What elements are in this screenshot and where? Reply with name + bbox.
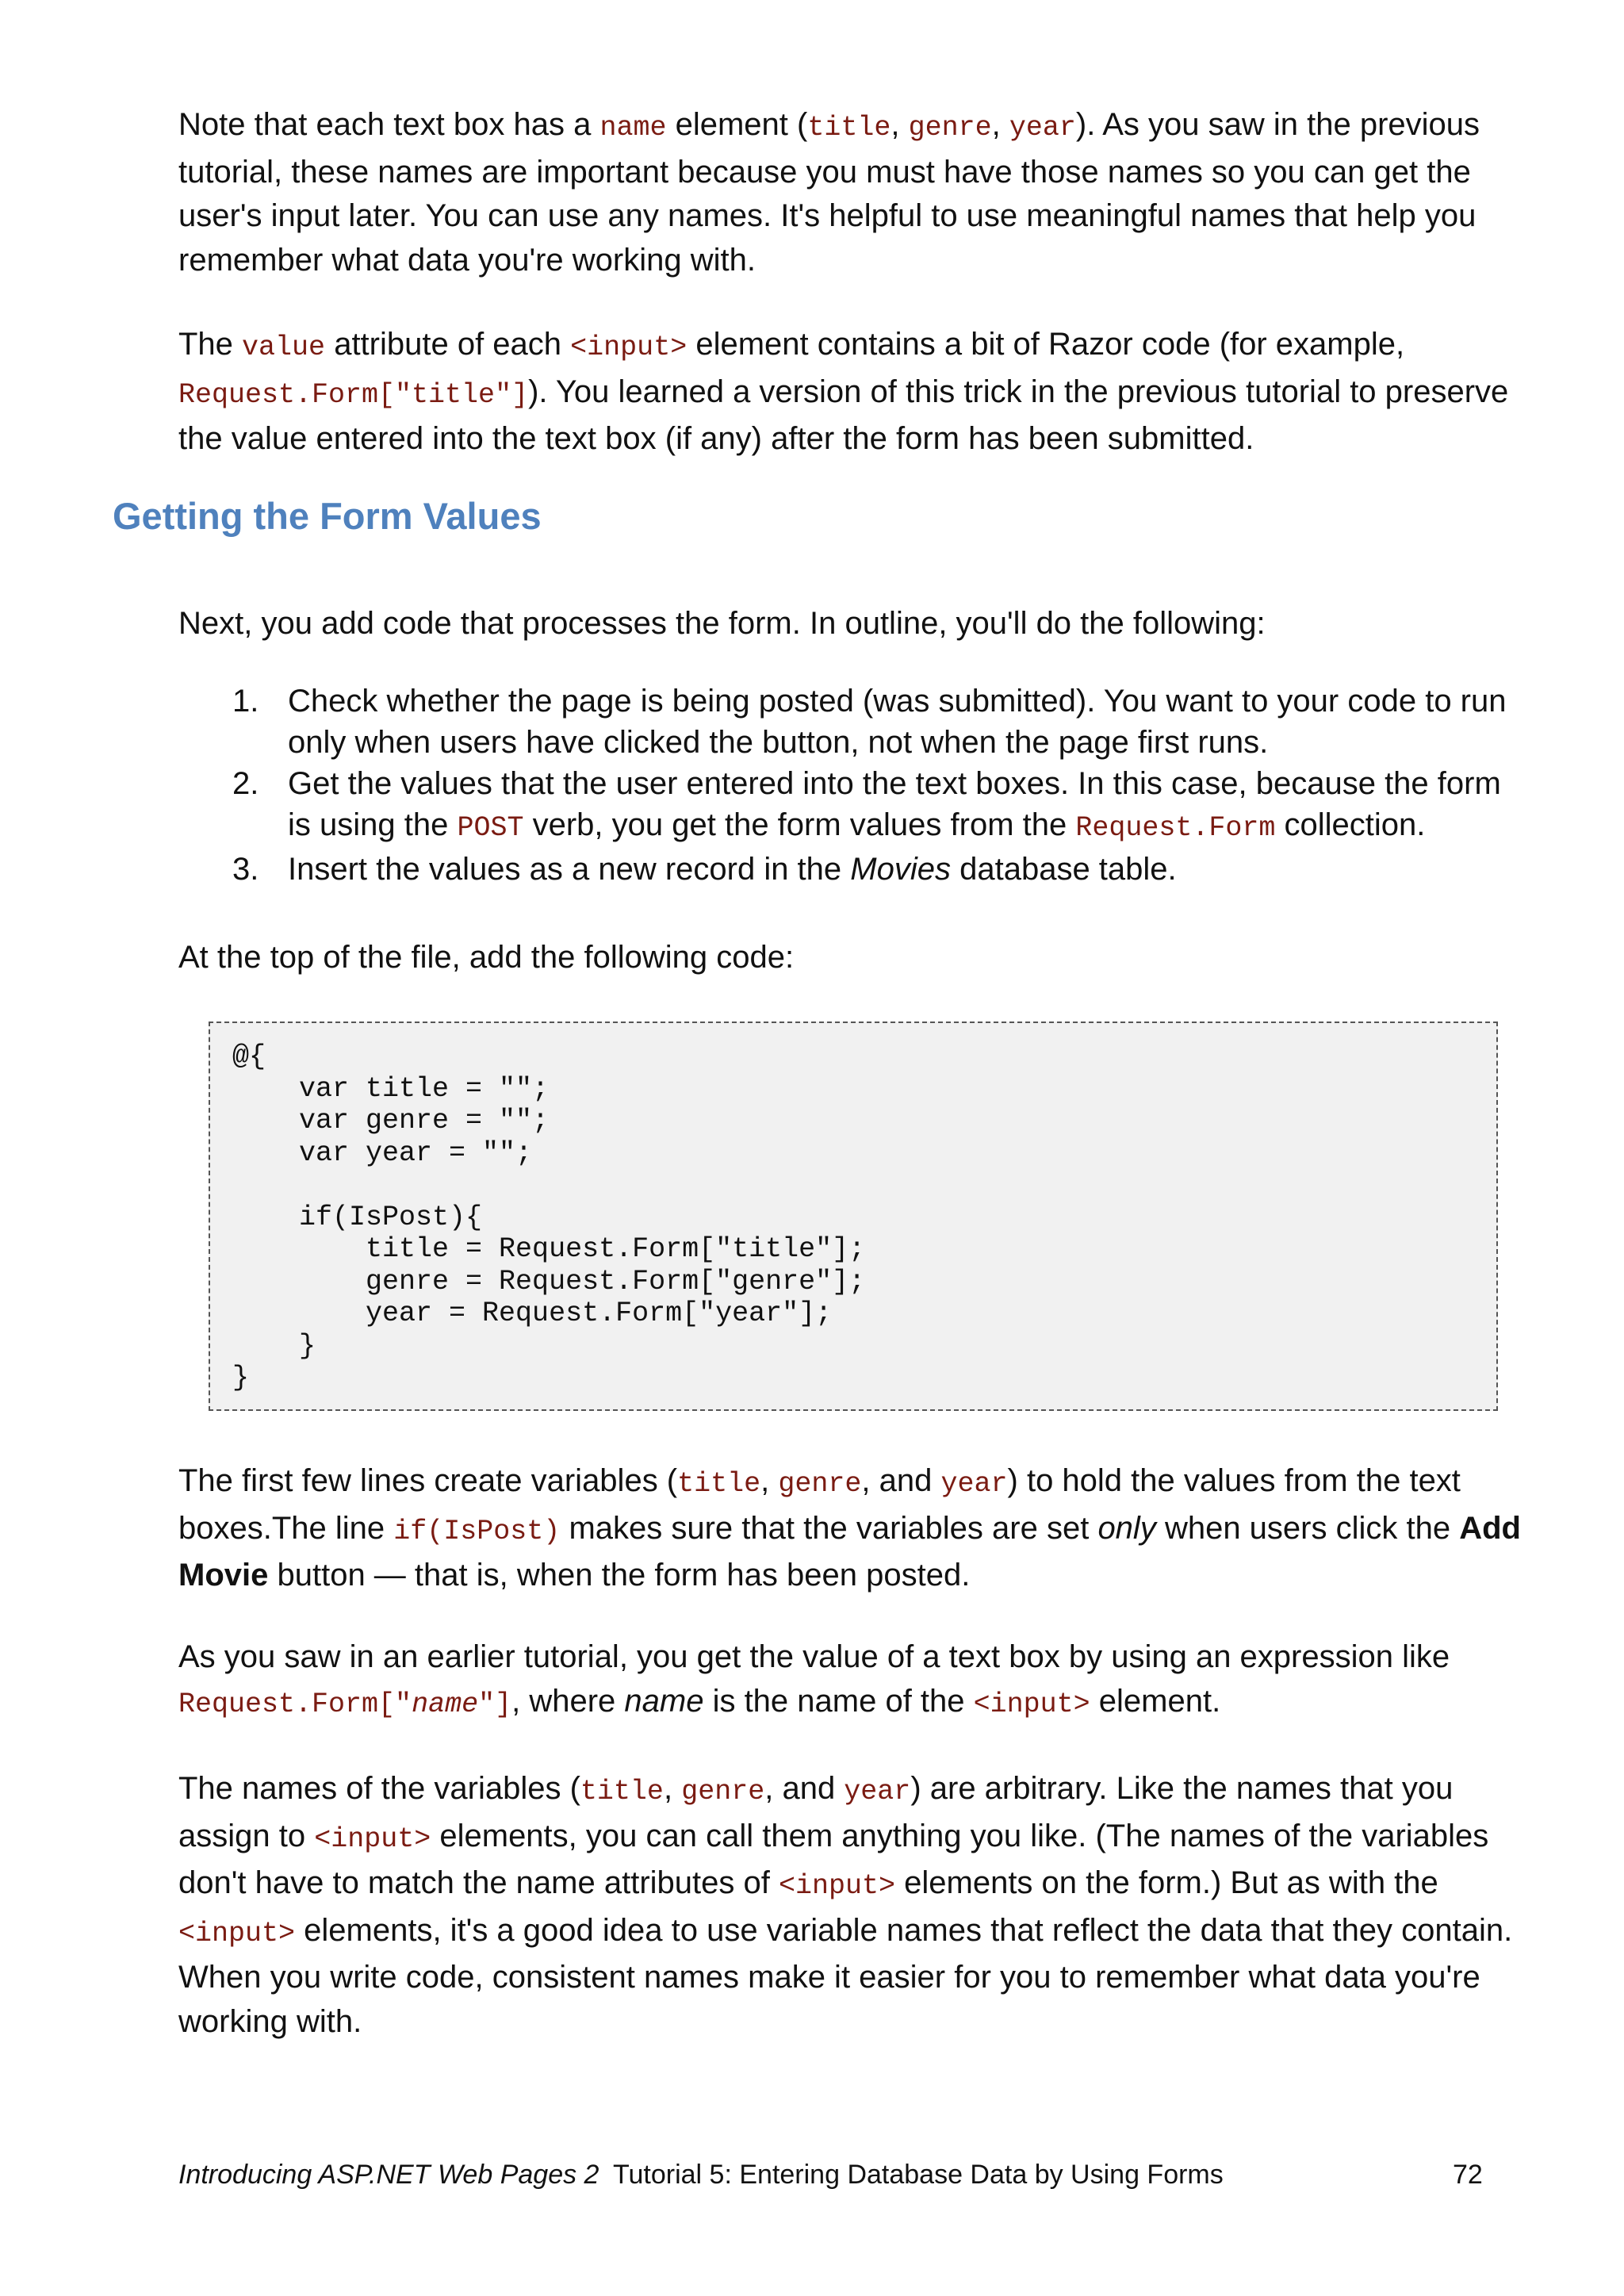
- inline-code: genre: [681, 1776, 765, 1807]
- inline-code: Request.Form[": [178, 1688, 412, 1720]
- inline-code: Request.Form: [1075, 812, 1276, 844]
- paragraph-code-intro: At the top of the file, add the following code:: [178, 940, 795, 975]
- inline-code: genre: [908, 112, 992, 144]
- inline-code: <input>: [778, 1870, 896, 1902]
- paragraph-request-form: As you saw in an earlier tutorial, you get the value of a text box by using an expression like Request.Form["name"], where name is the name of the <input> element.: [178, 1639, 1450, 1720]
- inline-code: <input>: [178, 1917, 296, 1949]
- paragraph-arbitrary-names: The names of the variables (title, genre, and year) are arbitrary. Like the names that you assign to <input> elements, you can call them anything you like. (The names of the variables don't have to match the name attributes of <input> elements on the form.) But as with the <input> elements, it's a good idea to use variable names that reflect the data that they contain. When you write code, consistent names make it easier for you to remember what data you're working with.: [178, 1771, 1513, 2039]
- footer-chapter: Tutorial 5: Entering Database Data by Using Forms: [613, 2160, 1224, 2190]
- inline-code: POST: [457, 812, 524, 844]
- inline-code: Request.Form["title"]: [178, 378, 529, 411]
- inline-code: "]: [478, 1688, 512, 1720]
- inline-code: title: [807, 112, 891, 144]
- inline-code: value: [242, 332, 326, 363]
- footer-page-number: 72: [1453, 2160, 1483, 2190]
- list-item: 1. Check whether the page is being posted (was submitted). You want to your code to run only when users have clicked the button, not when the page first runs.: [232, 684, 1507, 760]
- list-item: 3. Insert the values as a new record in the Movies database table.: [232, 852, 1177, 887]
- section-heading: Getting the Form Values: [113, 495, 542, 537]
- inline-code: <input>: [314, 1823, 431, 1855]
- paragraph-variables: The first few lines create variables (title, genre, and year) to hold the values from the text boxes.The line if(IsPost) makes sure that the variables are set only when users click the Add Movie button — that is, when the form has been posted.: [178, 1463, 1521, 1593]
- inline-code: if(IsPost): [393, 1515, 561, 1547]
- inline-code: title: [677, 1468, 761, 1500]
- inline-code: title: [580, 1776, 664, 1807]
- footer-book-title: Introducing ASP.NET Web Pages 2: [178, 2160, 599, 2190]
- inline-code: <input>: [973, 1688, 1090, 1720]
- inline-code: name: [412, 1688, 479, 1720]
- steps-list: [178, 680, 1526, 890]
- inline-code: genre: [778, 1468, 862, 1500]
- code-block: [209, 1022, 1498, 1411]
- code-listing: @{ var title = ""; var genre = ""; var year = ""; if(IsPost){ title = Request.Form["title"]; genre = Request.Form["genre"]; year = Request.Form["year"]; } }: [232, 1041, 866, 1393]
- inline-code: name: [599, 112, 667, 144]
- paragraph-outline-intro: Next, you add code that processes the form. In outline, you'll do the following:: [178, 606, 1266, 641]
- list-item: 2. Get the values that the user entered into the text boxes. In this case, because the form is using the POST verb, you get the form values from the Request.Form collection.: [232, 766, 1501, 844]
- paragraph-value-attribute: The value attribute of each <input> element contains a bit of Razor code (for example, Request.Form["title"]). You learned a version of this trick in the previous tutorial to preserve the value entered into the text box (if any) after the form has been submitted.: [178, 327, 1509, 456]
- inline-code: year: [940, 1468, 1008, 1500]
- inline-code: year: [1009, 112, 1076, 144]
- inline-code: <input>: [570, 332, 688, 363]
- inline-code: year: [844, 1776, 911, 1807]
- paragraph-text-box-names: Note that each text box has a name element (title, genre, year). As you saw in the previous tutorial, these names are important because you must have those names so you can get the user's input later. You can use any names. It's helpful to use meaningful names that help you remember what data you're working with.: [178, 107, 1480, 278]
